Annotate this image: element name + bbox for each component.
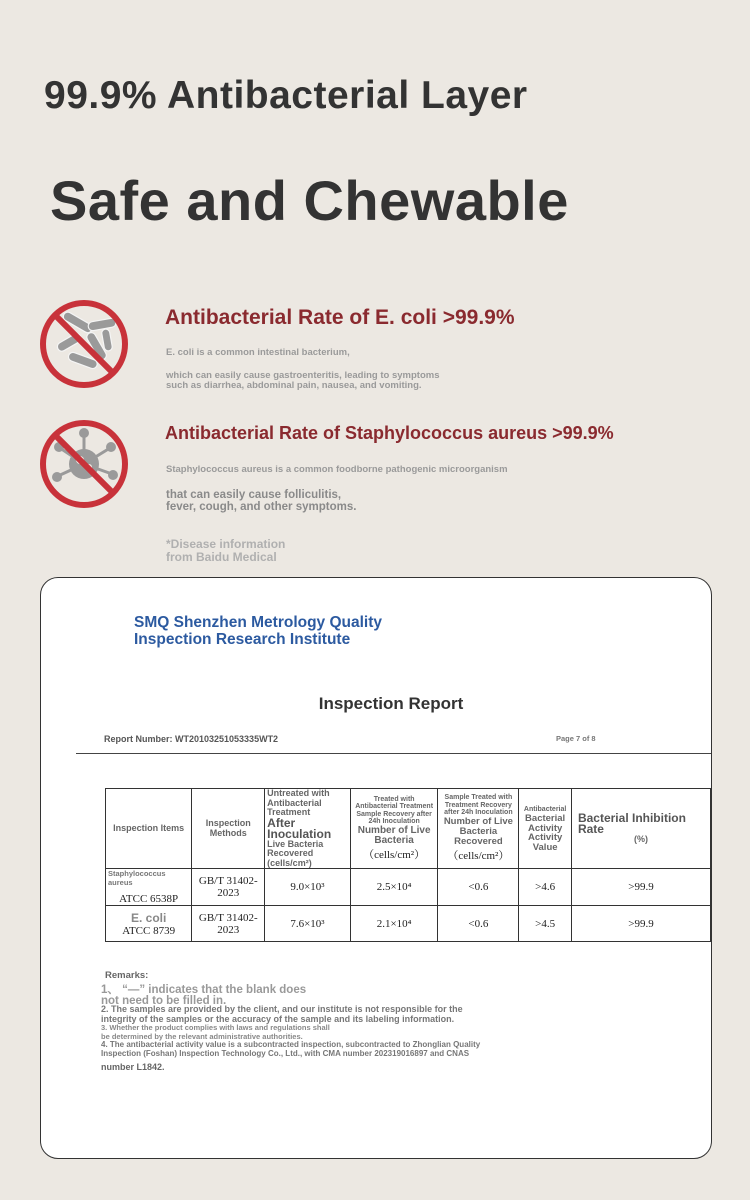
header-activity <box>519 789 572 869</box>
report-page: Page 7 of 8 <box>556 734 596 743</box>
header-unit: （cells/cm²） <box>447 849 510 862</box>
header-items: Inspection Items <box>106 789 192 869</box>
table-row <box>106 906 711 942</box>
cell-untreated: 9.0×10³ <box>265 869 351 906</box>
cell-item <box>106 869 192 906</box>
source-note: *Disease information from Baidu Medical <box>166 537 286 564</box>
cell-treated: <0.6 <box>438 869 519 906</box>
inspection-report-card <box>40 577 712 1159</box>
feature-description: that can easily cause folliculitis, fever, cough, and other symptoms. <box>166 489 357 513</box>
virus-ban-icon <box>38 418 130 510</box>
cell-rate: >99.9 <box>571 869 710 906</box>
item-name: E. coli <box>131 910 167 925</box>
feature-description: which can easily cause gastroenteritis, leading to symptoms such as diarrhea, abdominal pain, nausea, and vomiting. <box>166 370 440 391</box>
feature-title: Antibacterial Rate of E. coli >99.9% <box>165 306 515 329</box>
header-treated <box>350 789 438 869</box>
headline-safe-chewable: Safe and Chewable <box>50 169 569 232</box>
header-untreated <box>265 789 351 869</box>
table-header-row <box>106 789 711 869</box>
remark-3: 3. Whether the product complies with laws and regulations shall be determined by the relevant administrative authorities. <box>101 1023 330 1041</box>
header-antibacterial: Antibacterial <box>523 805 567 813</box>
remark-2: 2. The samples are provided by the client, and our institute is not responsible for the integrity of the samples or the accuracy of the sample and its labeling information. <box>101 1004 463 1024</box>
remark-4: 4. The antibacterial activity value is a subcontracted inspection, subcontracted to Zhonglian Quality Inspection (Foshan) Inspection Technology Co., Ltd., with CMA number 202319016897 and CNAS <box>101 1040 481 1058</box>
report-number: Report Number: WT20103251053335WT2 <box>104 734 279 744</box>
item-code: ATCC 6538P <box>119 893 179 905</box>
header-treated-label: Treated with Antibacterial Treatment Sample Recovery after 24h Inoculation <box>355 795 434 825</box>
divider <box>76 753 712 754</box>
item-name: Staphylococcus aureus <box>108 869 166 887</box>
institute-name: SMQ Shenzhen Metrology Quality Inspection Research Institute <box>134 614 383 648</box>
remarks-heading: Remarks: <box>105 970 149 981</box>
cell-method: GB/T 31402-2023 <box>192 869 265 906</box>
header-inhibition-rate: Bacterial Inhibition Rate <box>577 810 686 836</box>
item-code: ATCC 8739 <box>122 924 176 937</box>
remark-5: number L1842. <box>101 1062 165 1072</box>
remark-1: 1、 “—” indicates that the blank does not need to be filled in. <box>101 984 307 1007</box>
report-title: Inspection Report <box>318 694 464 713</box>
cell-after24: 2.5×10⁴ <box>350 869 438 906</box>
cell-method: GB/T 31402-2023 <box>192 906 265 942</box>
header-sample-label: Sample Treated with Treatment Recovery after 24h Inoculation <box>444 794 513 817</box>
bacteria-ban-icon <box>38 298 130 390</box>
header-live-recovered: Live Bacteria Recovered <box>267 838 324 858</box>
cell-rate: >99.9 <box>571 906 710 942</box>
header-activity-value: Bacterial Activity Activity Value <box>525 813 566 853</box>
cell-after24: 2.1×10⁴ <box>350 906 438 942</box>
cell-activity: >4.5 <box>519 906 572 942</box>
table-row <box>106 869 711 906</box>
cell-activity: >4.6 <box>519 869 572 906</box>
header-unit: （cells/cm²） <box>363 848 426 861</box>
header-num-live: Number of Live Bacteria <box>357 824 431 846</box>
header-pct: (%) <box>633 833 648 844</box>
cell-untreated: 7.6×10³ <box>265 906 351 942</box>
cell-treated: <0.6 <box>438 906 519 942</box>
header-unit: (cells/cm²) <box>267 857 312 868</box>
results-table <box>105 788 711 942</box>
feature-description: Staphylococcus aureus is a common foodborne pathogenic microorganism <box>166 464 508 475</box>
header-methods: Inspection Methods <box>192 789 265 869</box>
cell-item <box>106 906 192 942</box>
header-num-live: Number of Live Bacteria Recovered <box>443 815 513 847</box>
header-sample <box>438 789 519 869</box>
header-after-inoculation: After Inoculation <box>267 815 332 841</box>
feature-title: Antibacterial Rate of Staphylococcus aureus >99.9% <box>165 423 614 443</box>
header-inhibition <box>571 789 710 869</box>
header-untreated-label: Untreated with Antibacterial Treatment <box>267 788 330 817</box>
feature-description: E. coli is a common intestinal bacterium, <box>166 347 350 358</box>
headline-antibacterial: 99.9% Antibacterial Layer <box>44 74 528 117</box>
